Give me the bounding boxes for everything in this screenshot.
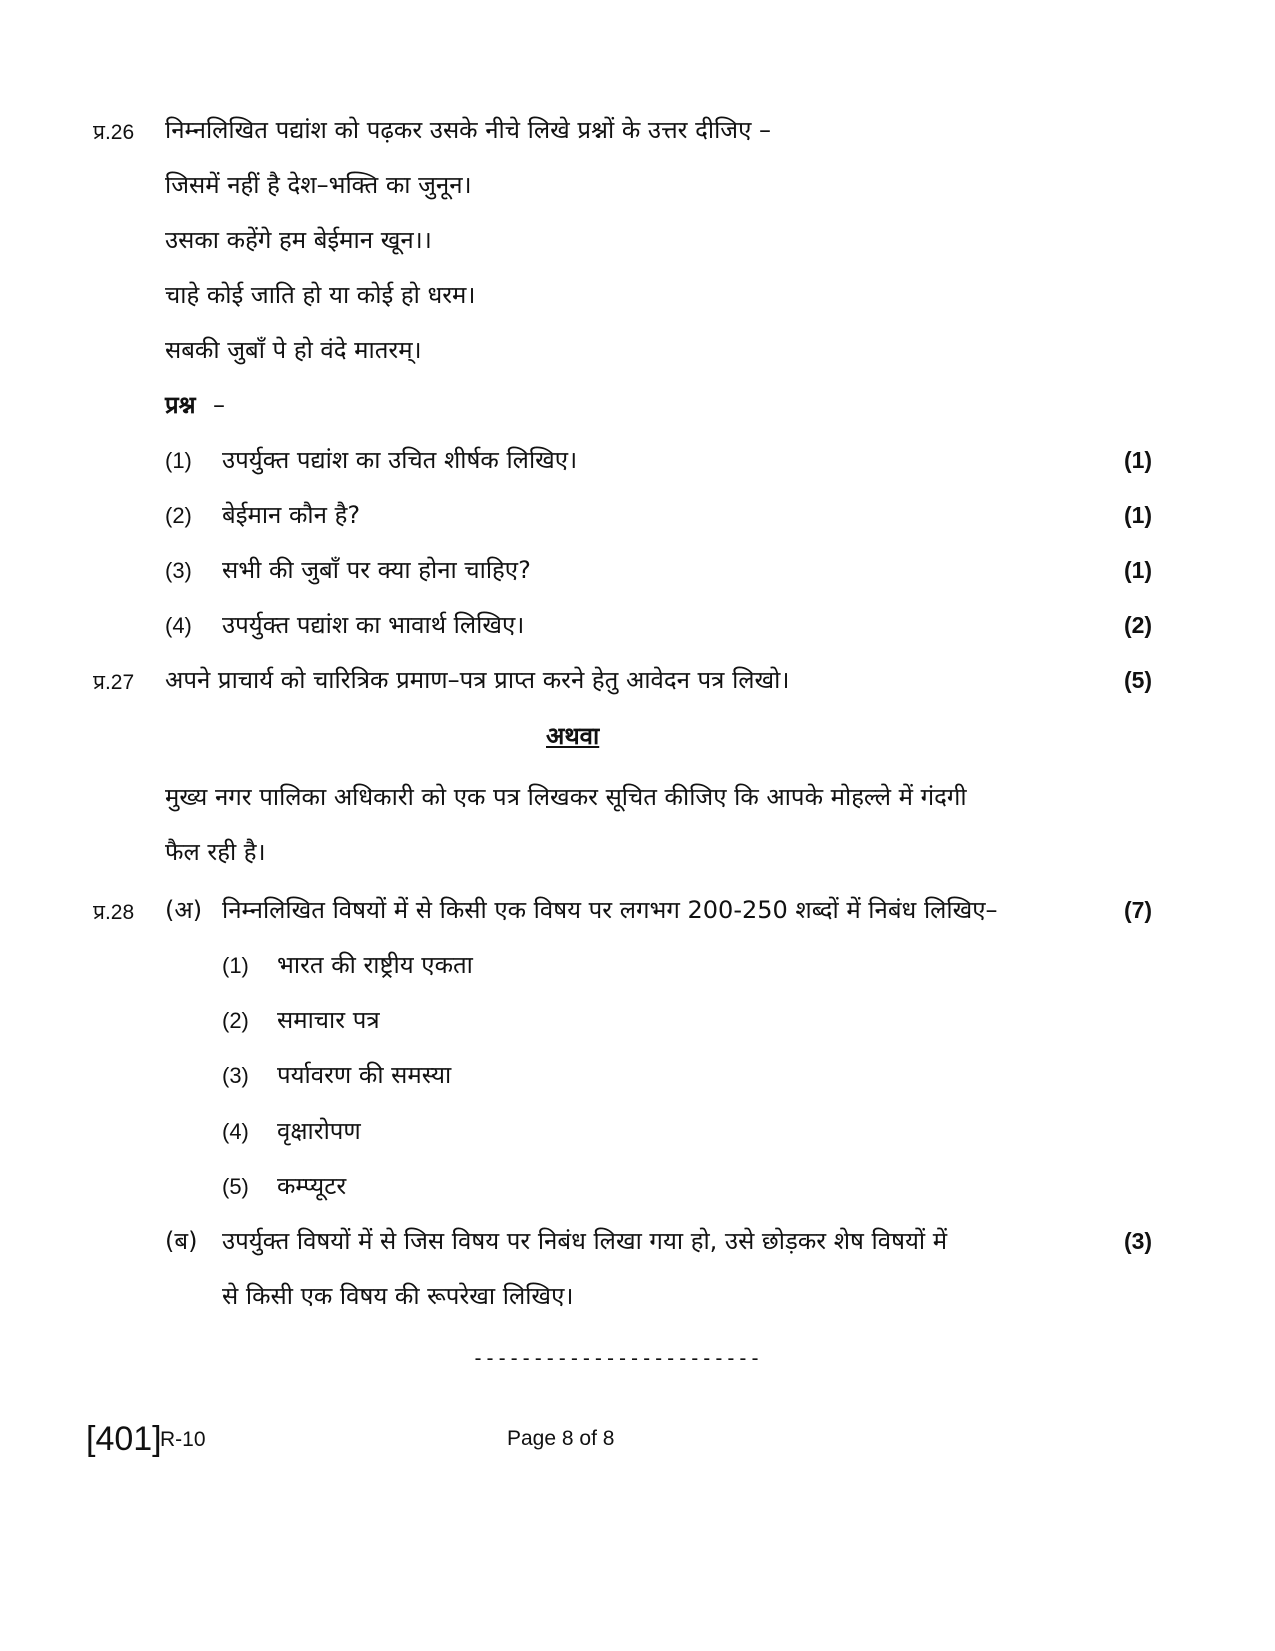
marks-label: (1) — [1123, 447, 1153, 473]
or-heading: अथवा — [546, 722, 600, 750]
topic-number: (3) — [222, 1063, 249, 1088]
poem-line-1: जिसमें नहीं है देश–भक्ति का जुनून। — [165, 171, 472, 199]
q26-sub-number: (4) — [165, 613, 192, 638]
q28-part-a-label: (अ) — [165, 896, 203, 924]
topic-text: वृक्षारोपण — [277, 1117, 361, 1145]
q26-sub-text: उपर्युक्त पद्यांश का उचित शीर्षक लिखिए। — [222, 446, 578, 474]
topic-number: (5) — [222, 1174, 249, 1199]
poem-line-3: चाहे कोई जाति हो या कोई हो धरम। — [165, 281, 476, 309]
q27-alt-line-2: फैल रही है। — [165, 838, 266, 866]
footer-subcode: R-10 — [160, 1428, 206, 1451]
topic-text: समाचार पत्र — [277, 1006, 380, 1034]
q26-sub-number: (1) — [165, 448, 192, 473]
topic-number: (2) — [222, 1008, 249, 1033]
marks-label: (5) — [1123, 667, 1153, 693]
marks-label: (1) — [1123, 557, 1153, 583]
q26-sub-text: सभी की जुबाँ पर क्या होना चाहिए? — [222, 556, 531, 584]
marks-label: (1) — [1123, 502, 1153, 528]
q28-part-a-text: निम्नलिखित विषयों में से किसी एक विषय पर लगभग 200-250 शब्दों में निबंध लिखिए– — [222, 896, 998, 924]
footer-paper-code: [401] — [86, 1420, 162, 1458]
marks-label: (3) — [1123, 1228, 1153, 1254]
topic-text: पर्यावरण की समस्या — [277, 1061, 452, 1089]
q28-part-b-line-2: से किसी एक विषय की रूपरेखा लिखिए। — [222, 1282, 574, 1310]
questions-label-dash: – — [213, 391, 225, 419]
marks-label: (2) — [1123, 612, 1153, 638]
questions-label: प्रश्न — [165, 391, 196, 419]
q26-sub-number: (2) — [165, 503, 192, 528]
q27-text: अपने प्राचार्य को चारित्रिक प्रमाण–पत्र प्राप्त करने हेतु आवेदन पत्र लिखो। — [165, 666, 790, 694]
q28-part-b-label: (ब) — [165, 1227, 198, 1255]
topic-number: (4) — [222, 1119, 249, 1144]
question-number-27: प्र.27 — [93, 671, 135, 694]
poem-line-4: सबकी जुबाँ पे हो वंदे मातरम्। — [165, 336, 422, 364]
question-number-28: प्र.28 — [93, 901, 135, 924]
q26-sub-number: (3) — [165, 558, 192, 583]
poem-line-2: उसका कहेंगे हम बेईमान खून।। — [165, 226, 432, 254]
question-number-26: प्र.26 — [93, 121, 135, 144]
end-separator: ------------------------ — [472, 1346, 761, 1370]
q28-part-b-line-1: उपर्युक्त विषयों में से जिस विषय पर निबंध लिखा गया हो, उसे छोड़कर शेष विषयों में — [222, 1227, 948, 1255]
topic-number: (1) — [222, 953, 249, 978]
topic-text: कम्प्यूटर — [277, 1172, 347, 1200]
topic-text: भारत की राष्ट्रीय एकता — [277, 951, 473, 979]
q26-instruction: निम्नलिखित पद्यांश को पढ़कर उसके नीचे लिखे प्रश्नों के उत्तर दीजिए – — [165, 116, 771, 144]
q27-alt-line-1: मुख्य नगर पालिका अधिकारी को एक पत्र लिखकर सूचित कीजिए कि आपके मोहल्ले में गंदगी — [165, 783, 967, 811]
marks-label: (7) — [1123, 897, 1153, 923]
q26-sub-text: बेईमान कौन है? — [222, 501, 361, 529]
footer-page-number: Page 8 of 8 — [507, 1427, 615, 1450]
q26-sub-text: उपर्युक्त पद्यांश का भावार्थ लिखिए। — [222, 611, 525, 639]
